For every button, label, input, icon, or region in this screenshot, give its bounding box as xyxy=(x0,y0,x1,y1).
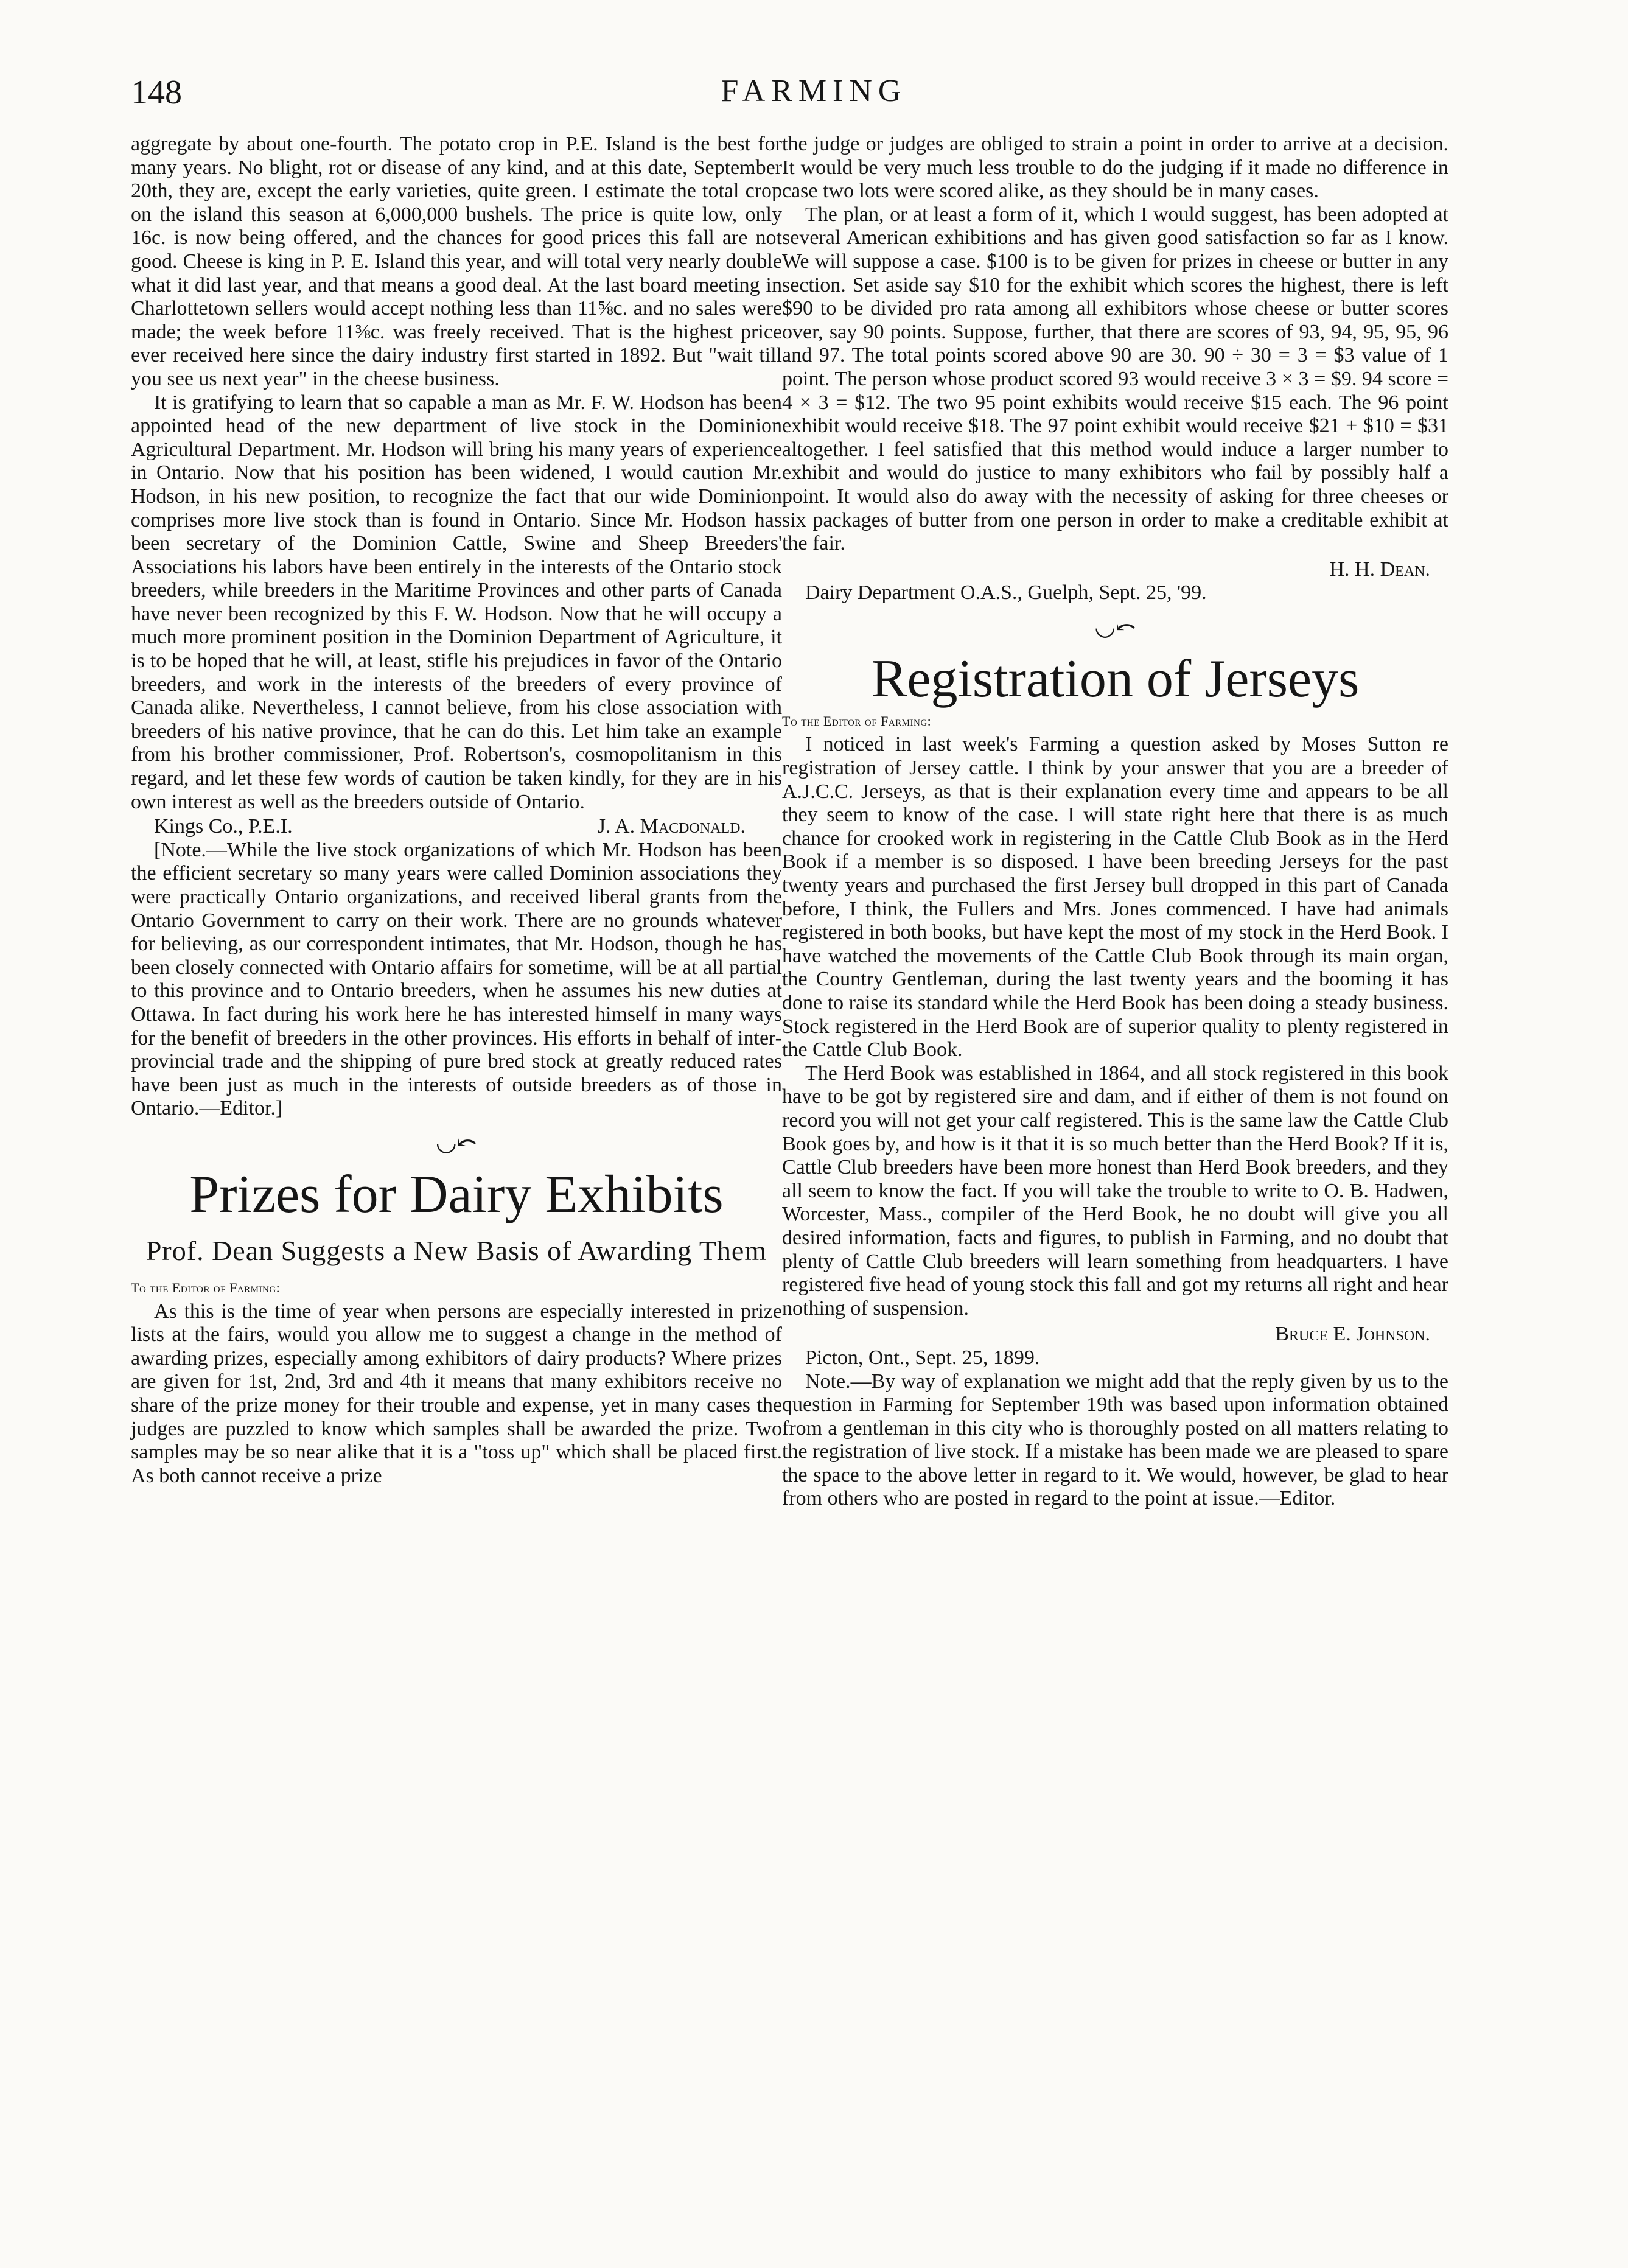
salutation: To the Editor of Farming: xyxy=(782,713,932,729)
paragraph: As this is the time of year when persons are especially interested in prize lists at the fairs, would you allow me to suggest a change in the method of awarding prizes, especially among exhibitors of dairy products? Where prizes are given for 1st, 2nd, 3rd and 4th it means that many exhibitors receive no share of the prize money for their trouble and expense, yet in many cases the judges are puzzled to know which samples shall be awarded the prize. Two samples may be so near alike that it is a "toss up" which shall be placed first. As both cannot receive a prize xyxy=(131,1300,782,1487)
journal-title: FARMING xyxy=(721,74,907,108)
paragraph: The plan, or at least a form of it, which I would suggest, has been adopted at several American exhibitions and has given good satisfaction so far as I know. We will suppose a case. $100 is to be given for prizes in cheese or butter in any section. Set aside say $10 for the exhibit which scores the highest, there is left $90 to be divided pro rata among all exhibitors whose cheese or butter scores over, say 90 points. Suppose, further, that there are scores of 93, 94, 95, 95, 96 and 97. The total points scored above 90 are 30. 90 ÷ 30 = 3 = $3 value of 1 point. The person whose product scored 93 would receive 3 × 3 = $9. 94 score = 4 × 3 = $12. The two 95 point exhibits would receive $15 each. The 96 point exhibit would receive $18. The 97 point exhibit would receive $21 + $10 = $31 altogether. I feel satisfied that this method would induce a larger number to exhibit and would do justice to many exhibitors who fail by possibly half a point. It would also do away with the necessity of asking for three cheeses or six packages of butter from one person in order to make a creditable exhibit at the fair. xyxy=(782,203,1448,555)
article-title: Prizes for Dairy Exhibits xyxy=(189,1164,724,1224)
paragraph: It is gratifying to learn that so capable a man as Mr. F. W. Hodson has been appointed head of the new department of live stock in the Dominion Agricultural Department. Mr. Hodson will bring his many years of experience in Ontario. Now that his position has been widened, I would caution Mr. Hodson, in his new position, to recognize the fact that our wide Dominion comprises more live stock than is found in Ontario. Since Mr. Hodson has been secretary of the Dominion Cattle, Swine and Sheep Breeders' Associations his labors have been entirely in the interests of the Ontario stock breeders, while breeders in the Maritime Provinces and other parts of Canada have never been recognized by this F. W. Hodson. Now that he will occupy a much more prominent position in the Dominion Department of Agriculture, it is to be hoped that he will, at least, stifle his prejudices in favor of the Ontario breeders, and work in the interests of the breeders of every province of Canada alike. Nevertheless, I cannot believe, from his close association with breeders of his native province, that he can do this. Let him take an example from his brother commissioner, Prof. Robertson's, cosmopolitanism in this regard, and let these few words of caution be taken kindly, for they are in his own interest as well as the breeders outside of Ontario. xyxy=(131,391,782,813)
signature-name: Bruce E. Johnson. xyxy=(1275,1323,1430,1346)
ornament-divider: ◡⤺ xyxy=(1094,612,1136,640)
signature-place: Dairy Department O.A.S., Guelph, Sept. 25, '99. xyxy=(805,581,1207,604)
right-column xyxy=(782,133,1448,1511)
paragraph: aggregate by about one-fourth. The potato crop in P.E. Island is the best for many years. No blight, rot or disease of any kind, and at this date, September 20th, they are, except the early varieties, quite green. I estimate the total crop on the island this season at 6,000,000 bushels. The price is quite low, only 16c. is now being offered, and the chances for good prices this fall are not good. Cheese is king in P. E. Island this year, and will total very nearly double what it did last year, and that means a good deal. At the last board meeting in Charlottetown sellers would accept nothing less than 11⅝c. and no sales were made; the week before 11⅜c. was freely received. That is the highest price ever received here since the dairy industry first started in 1892. But "wait till you see us next year" in the cheese business. xyxy=(131,133,782,390)
signature-line xyxy=(154,815,782,839)
paragraph: The Herd Book was established in 1864, and all stock registered in this book have to be got by registered sire and dam, and if either of them is not found on record you will not get your calf registered. This is the same law the Cattle Club Book goes by, and how is it that it is so much better than the Herd Book? If it is, Cattle Club breeders have been more honest than Herd Book breeders, and they all seem to know the fact. If you will take the trouble to write to O. B. Hadwen, Worcester, Mass., compiler of the Herd Book, he no doubt will give you all desired information, facts and figures, to publish in Farming, and no doubt that plenty of Cattle Club breeders will learn something from headquarters. I have registered five head of young stock this fall and got my returns all right and hear nothing of suspension. xyxy=(782,1062,1448,1320)
ornament-divider: ◡⤺ xyxy=(435,1128,478,1156)
article-title: Registration of Jerseys xyxy=(871,649,1360,709)
left-column xyxy=(131,133,782,1488)
signature-place: Picton, Ont., Sept. 25, 1899. xyxy=(805,1346,1040,1369)
article-subtitle: Prof. Dean Suggests a New Basis of Awarding Them xyxy=(145,1234,767,1266)
editor-note: [Note.—While the live stock organizations of which Mr. Hodson has been the efficient secretary so many years were called Dominion associations they were practically Ontario organizations, and received liberal grants from the Ontario Government to carry on their work. There are no grounds whatever for believing, as our correspondent intimates, that Mr. Hodson, though he has been closely connected with Ontario affairs for sometime, will be at all partial to this province and to Ontario breeders, when he assumes his new duties at Ottawa. In fact during his work here he has interested himself in many ways for the benefit of breeders in the other provinces. His efforts in behalf of inter-provincial trade and the shipping of pure bred stock at greatly reduced rates have been just as much in the interests of outside breeders as of those in Ontario.—Editor.] xyxy=(131,838,782,1120)
salutation: To the Editor of Farming: xyxy=(131,1279,281,1295)
editor-note: Note.—By way of explanation we might add that the reply given by us to the question in Farming for September 19th was based upon information obtained from a gentleman in this city who is thoroughly posted on all matters relating to the registration of live stock. If a mistake has been made we are pleased to spare the space to the above letter in regard to it. We would, however, be glad to hear from others who are posted in regard to the point at issue.—Editor. xyxy=(782,1370,1448,1510)
signature-name: H. H. Dean. xyxy=(1329,558,1430,581)
paragraph: the judge or judges are obliged to strain a point in order to arrive at a decision. It would be very much less trouble to do the judging if it made no difference in case two lots were scored alike, as they should be in many cases. xyxy=(782,133,1448,203)
page-number: 148 xyxy=(131,74,182,111)
signature-place: Kings Co., P.E.I. xyxy=(154,815,293,838)
page-header xyxy=(0,73,1628,122)
signature-name: J. A. Macdonald. xyxy=(597,815,746,838)
paragraph: I noticed in last week's Farming a question asked by Moses Sutton re registration of Jersey cattle. I think by your answer that you are a breeder of A.J.C.C. Jerseys, as that is their explanation every time and appears to be all they seem to know of the case. I will state right here that there is as much chance for crooked work in registering in the Cattle Club Book as in the Herd Book if a member is so disposed. I have been breeding Jerseys for the past twenty years and purchased the first Jersey bull dropped in this part of Canada before, I think, the Fullers and Mrs. Jones commenced. I have had animals registered in both books, but have kept the most of my stock in the Herd Book. I have watched the movements of the Cattle Club Book through its main organ, the Country Gentleman, during the last twenty years and the booming it has done to raise its standard while the Herd Book has been doing a steady business. Stock registered in the Herd Book are of superior quality to plenty registered in the Cattle Club Book. xyxy=(782,733,1448,1062)
